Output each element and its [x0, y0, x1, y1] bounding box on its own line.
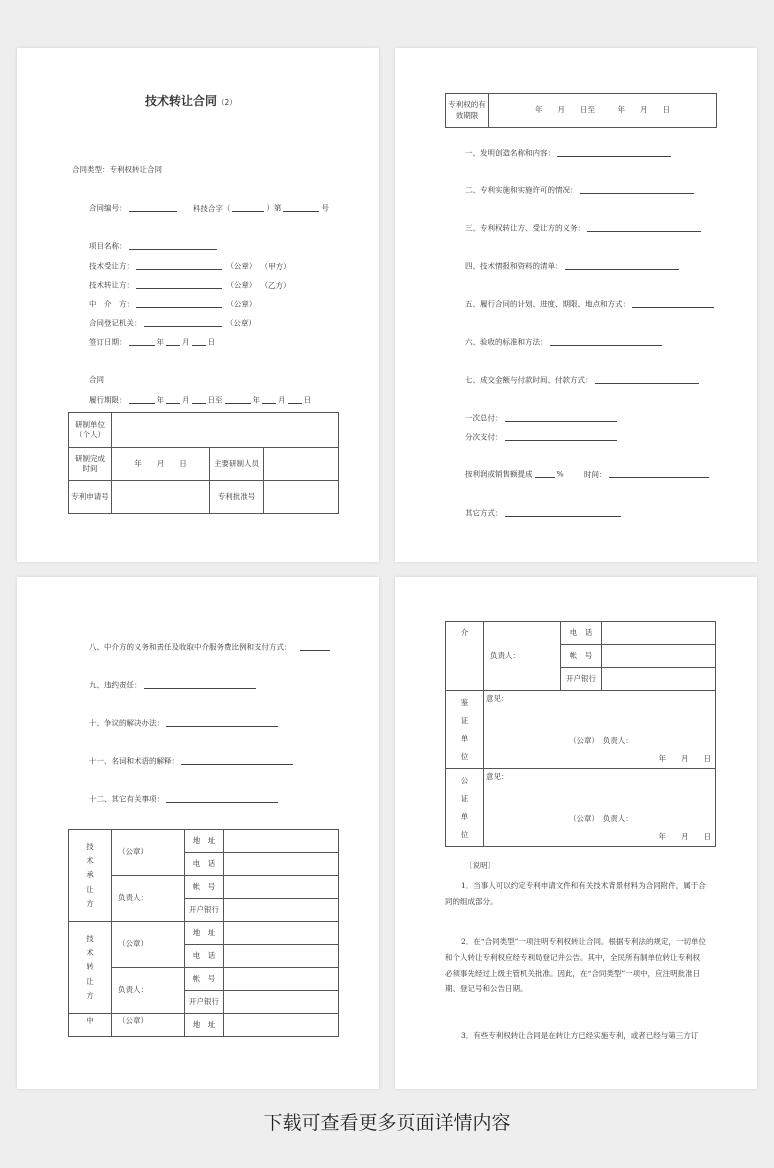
- completion-date: 年 月 日: [112, 448, 210, 481]
- transferor-bank-value: [224, 991, 339, 1014]
- item-6: 六、验收的标准和方法：: [465, 337, 664, 346]
- notary-unit-label: 公证单位: [446, 769, 484, 847]
- agent-address-label: 地 址: [185, 1014, 224, 1037]
- validity-dates: 年 月 日至 年 月 日: [489, 94, 717, 128]
- installment-payment: 分次支付：: [465, 432, 619, 441]
- item-7: 七、成交金额与付款时间、付款方式：: [465, 375, 701, 384]
- transferor-address-label: 地 址: [185, 922, 224, 945]
- agent-seal: （公章）: [112, 1014, 185, 1037]
- item-1: 一、发明创造名称和内容：: [465, 148, 673, 157]
- staff-label: 主要研制人员: [210, 448, 264, 481]
- transferor-account-label: 帐 号: [185, 968, 224, 991]
- contract-type: 合同类型：专利权转让合同: [72, 165, 162, 174]
- notary-opinion-box: 意见： （公章） 负责人： 年 月 日: [484, 769, 716, 847]
- transferor-row: 技术转让方： （公章） （乙方）: [89, 280, 291, 290]
- item-10: 十、争议的解决办法：: [89, 718, 280, 727]
- item-2: 二、专利实施和实施许可的情况：: [465, 185, 696, 194]
- one-time-payment: 一次总付：: [465, 413, 619, 422]
- receiver-bank-label: 开户银行: [185, 899, 224, 922]
- agent-account-label: 帐 号: [561, 645, 602, 668]
- transferor-account-value: [224, 968, 339, 991]
- sign-date-row: 签订日期： 年 月 日: [89, 337, 215, 347]
- verify-opinion-box: 意见： （公章） 负责人： 年 月 日: [484, 691, 716, 769]
- registry-row: 合同登记机关： （公章）: [89, 318, 256, 328]
- download-more-footer[interactable]: 下载可查看更多页面详情内容: [263, 1112, 511, 1134]
- item-9: 九、违约责任：: [89, 680, 258, 689]
- transferor-address-value: [224, 922, 339, 945]
- page-1: [17, 48, 379, 562]
- agent-account-value: [602, 645, 716, 668]
- receiver-phone-label: 电 话: [185, 853, 224, 876]
- note-1: 1．当事人可以约定专利申请文件和有关技术背景材料为合同附件，属于合同的组成部分。: [445, 881, 706, 906]
- receiver-address-label: 地 址: [185, 830, 224, 853]
- validity-table: [445, 93, 717, 128]
- period-row: 履行期限： 年 月 日至 年 月 日: [89, 395, 311, 405]
- page-2: [395, 48, 757, 562]
- agent-party-label-cont: 介: [446, 622, 484, 691]
- transferor-bank-label: 开户银行: [185, 991, 224, 1014]
- project-name-row: 项目名称：: [89, 241, 219, 250]
- contract-number-row: 合同编号： 科技合字（ ）第 号: [89, 203, 329, 213]
- staff-value: [264, 448, 339, 481]
- agent-verify-table: [445, 621, 716, 847]
- completion-time-label: 研制完成时间: [69, 448, 112, 481]
- item-4: 四、技术情报和资料的清单：: [465, 261, 681, 270]
- item-11: 十一、名词和术语的解释：: [89, 756, 295, 765]
- agent-party-label: 中: [69, 1014, 112, 1037]
- agent-row: 中 介 方： （公章）: [89, 299, 257, 309]
- receiver-seal: （公章）: [112, 830, 185, 876]
- verify-unit-label: 鉴证单位: [446, 691, 484, 769]
- royalty-row: 按利润或销售额提成 % 时间：: [465, 469, 711, 478]
- page-3: [17, 577, 379, 1089]
- validity-label: 专利权的有效期限: [446, 94, 489, 128]
- agent-address-value: [224, 1014, 339, 1037]
- agent-phone-label: 电 话: [561, 622, 602, 645]
- agent-bank-label: 开户银行: [561, 668, 602, 691]
- project-info-table: [68, 412, 339, 514]
- transferor-seal: （公章）: [112, 922, 185, 968]
- contract-title: 技术转让合同（2）: [145, 94, 237, 108]
- transferor-phone-value: [224, 945, 339, 968]
- receiver-party-label: 技术承让方: [69, 830, 112, 922]
- notes-title: 〔说明〕: [465, 861, 495, 870]
- agent-phone-value: [602, 622, 716, 645]
- transferor-party-label: 技术转让方: [69, 922, 112, 1014]
- receiver-address-value: [224, 830, 339, 853]
- parties-table: [68, 829, 339, 1037]
- receiver-account-value: [224, 876, 339, 899]
- note-2: 2．在“合同类型”一项注明专利权转让合同。根据专利法的规定，一切单位和个人转让专利权应经专利局登记并公告。其中，全民所有制单位转让专利权必须事先经过上级主管机关批准。因此，在“合同类型”一项中，应注明批准日期、登记号和公告日期。: [445, 937, 706, 994]
- agent-bank-value: [602, 668, 716, 691]
- receiver-row: 技术受让方： （公章） （甲方）: [89, 261, 291, 271]
- page-4: [395, 577, 757, 1089]
- contract-label: 合同: [89, 375, 104, 384]
- receiver-bank-value: [224, 899, 339, 922]
- application-no-value: [112, 481, 210, 514]
- item-5: 五、履行合同的计划、进度、期限、地点和方式：: [465, 299, 716, 308]
- transferor-phone-label: 电 话: [185, 945, 224, 968]
- receiver-person: 负责人：: [112, 876, 185, 922]
- receiver-account-label: 帐 号: [185, 876, 224, 899]
- developer-label: 研制单位（个人）: [69, 413, 112, 448]
- item-12: 十二、其它有关事项：: [89, 794, 280, 803]
- receiver-phone-value: [224, 853, 339, 876]
- developer-value: [112, 413, 339, 448]
- agent-person: 负责人：: [484, 622, 561, 691]
- note-3: 3．有些专利权转让合同是在转让方已经实施专利，或者已经与第三方订: [461, 1031, 699, 1040]
- item-3: 三、专利权转让方、受让方的义务：: [465, 223, 703, 232]
- item-8: 八、中介方的义务和责任及收取中介服务费比例和支付方式：: [89, 642, 332, 651]
- transferor-person: 负责人：: [112, 968, 185, 1014]
- application-no-label: 专利申请号: [69, 481, 112, 514]
- approval-no-value: [264, 481, 339, 514]
- approval-no-label: 专利批准号: [210, 481, 264, 514]
- other-method: 其它方式：: [465, 508, 623, 517]
